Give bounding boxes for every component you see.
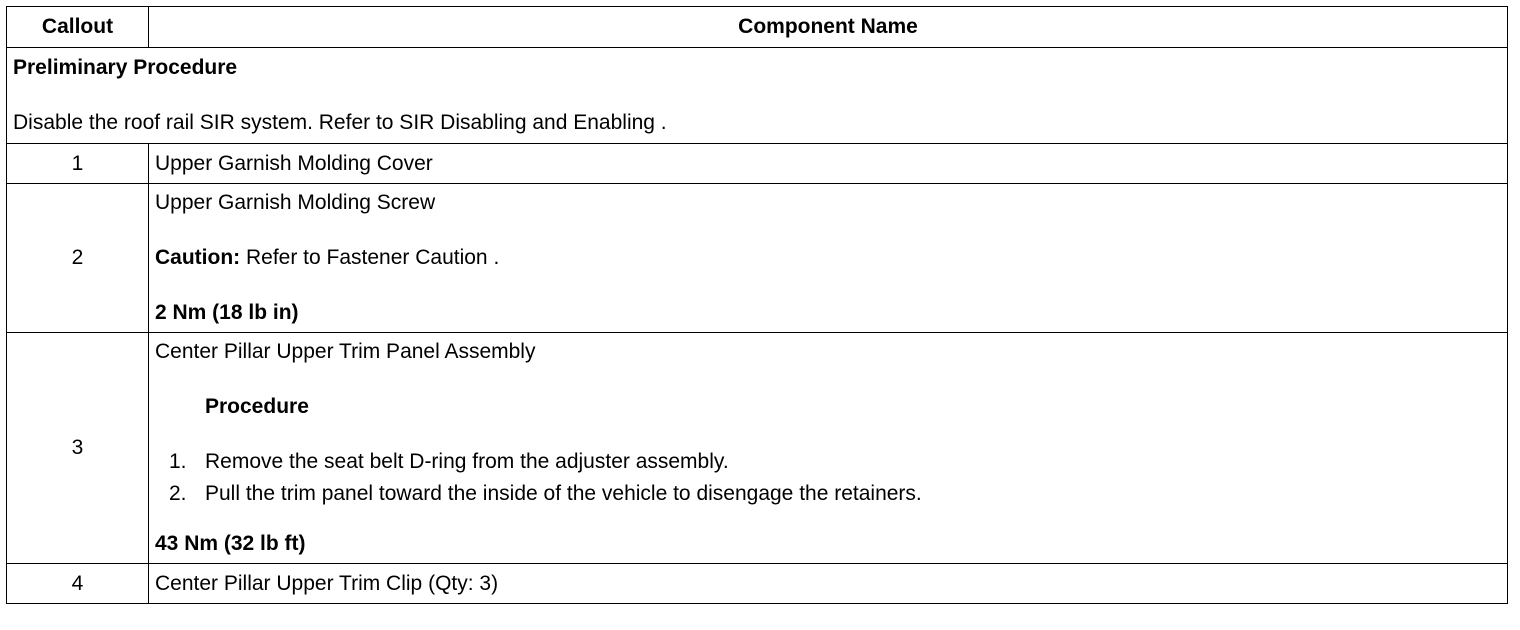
component-name-cell xyxy=(149,184,1508,333)
component-table xyxy=(6,6,1508,604)
header-callout: Callout xyxy=(7,7,149,48)
preliminary-text: Disable the roof rail SIR system. Refer to SIR Disabling and Enabling . xyxy=(13,111,667,134)
preliminary-row xyxy=(7,48,1508,144)
procedure-steps xyxy=(155,450,1501,514)
callout-cell: 2 xyxy=(7,184,149,333)
caution-note xyxy=(155,246,1501,270)
step-text: Pull the trim panel toward the inside of the vehicle to disengage the retainers. xyxy=(205,482,922,505)
header-row xyxy=(7,7,1508,48)
procedure-title: Procedure xyxy=(205,395,309,418)
table-row xyxy=(7,333,1508,564)
preliminary-cell xyxy=(7,48,1508,144)
component-name-cell: Center Pillar Upper Trim Clip (Qty: 3) xyxy=(149,564,1508,604)
callout-cell: 3 xyxy=(7,333,149,564)
step-text: Remove the seat belt D-ring from the adjuster assembly. xyxy=(205,450,729,473)
preliminary-title: Preliminary Procedure xyxy=(13,56,238,79)
procedure-step xyxy=(155,450,1501,482)
step-number: 1. xyxy=(169,450,187,473)
component-name: Upper Garnish Molding Screw xyxy=(155,191,436,214)
table-row xyxy=(7,564,1508,604)
torque-spec: 2 Nm (18 lb in) xyxy=(155,301,299,324)
component-name-cell: Upper Garnish Molding Cover xyxy=(149,144,1508,184)
component-name: Center Pillar Upper Trim Panel Assembly xyxy=(155,340,536,363)
callout-cell: 4 xyxy=(7,564,149,604)
header-component-name: Component Name xyxy=(149,7,1508,48)
caution-text: Refer to Fastener Caution . xyxy=(240,246,500,269)
torque-spec: 43 Nm (32 lb ft) xyxy=(155,532,306,555)
callout-cell: 1 xyxy=(7,144,149,184)
component-name-cell xyxy=(149,333,1508,564)
step-number: 2. xyxy=(169,482,187,505)
procedure-step xyxy=(155,482,1501,514)
table-row xyxy=(7,144,1508,184)
caution-label: Caution: xyxy=(155,246,241,269)
table-row xyxy=(7,184,1508,333)
